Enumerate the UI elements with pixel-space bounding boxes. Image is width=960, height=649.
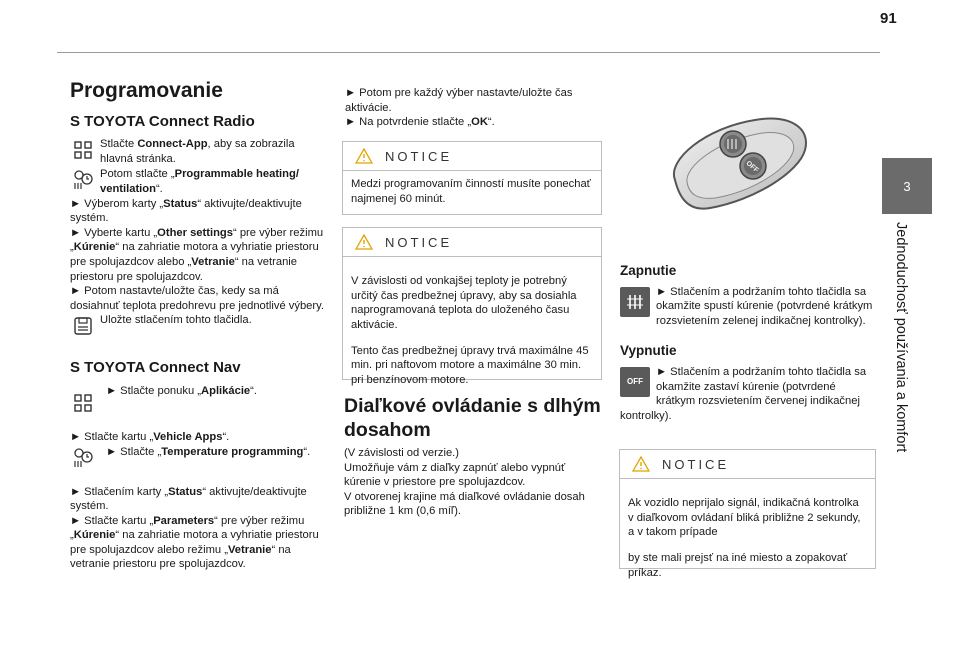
notice-title: NOTICE	[385, 234, 453, 250]
notice-text-1: V závislosti od vonkajšej teploty je potrebný určitý čas predbežnej úpravy, aby sa dosiahla naprogramovaná teplota do uloženého času aktivácie.	[351, 275, 577, 331]
notice-header	[620, 450, 875, 479]
left-column	[70, 79, 326, 572]
remote-section	[344, 394, 602, 519]
nav-para-1: ► Stlačte kartu „Vehicle Apps“.	[70, 430, 230, 443]
apps-grid-icon	[70, 137, 96, 163]
notice-header	[343, 228, 601, 257]
notice-text-2: by ste mali prejsť na iné miesto a zopakovať príkaz.	[628, 552, 848, 579]
notice-box-1	[342, 141, 602, 215]
nav-step-1	[70, 384, 326, 416]
chapter-number: 3	[903, 178, 911, 194]
chapter-tab	[882, 158, 932, 214]
radio-step-2	[70, 167, 326, 196]
notice-box-2	[342, 227, 602, 386]
notice-text-1: Ak vozidlo neprijalo signál, indikačná kontrolka v diaľkovom ovládaní bliká približne 2 sekundy, a v takom prípade	[628, 497, 861, 539]
notice-header	[343, 142, 601, 171]
warning-icon	[355, 148, 373, 164]
middle-para-1: ► Potom pre každý výber nastavte/uložte čas aktivácie.	[345, 87, 573, 114]
radio-para-3: ► Potom nastavte/uložte čas, kedy sa má dosiahnuť teplota predohrevu pre jednotlivé výbery.	[70, 285, 325, 312]
remote-title: Diaľkové ovládanie s dlhým dosahom	[344, 395, 601, 441]
nav-step-2	[70, 445, 326, 471]
radio-para-2: ► Vyberte kartu „Other settings“ pre výber režimu „Kúrenie“ na zahriatie motora a vyhriatie priestoru pre spolujazdcov alebo „Vetranie“ na vetranie priestoru pre spolujazdcov.	[70, 226, 324, 283]
on-text: ► Stlačením a podržaním tohto tlačidla sa okamžite spustí kúrenie (potvrdené krátkym rozsvietením zelenej indikačnej kontrolky).	[656, 285, 873, 327]
section-title: Programovanie	[70, 79, 223, 102]
radio-heading: S TOYOTA Connect Radio	[70, 112, 255, 130]
notice-box-3	[619, 449, 876, 579]
remote-off-label: OFF	[744, 159, 760, 175]
remote-control-image	[665, 108, 815, 218]
radio-save-text: Uložte stlačením tohto tlačidla.	[100, 314, 252, 327]
radio-save	[70, 313, 326, 339]
middle-top-text	[345, 86, 595, 130]
save-icon	[70, 313, 96, 339]
off-button-icon	[620, 367, 650, 397]
middle-para-2: ► Na potvrdenie stlačte „OK“.	[345, 116, 495, 129]
radio-step-1-text: Stlačte Connect-App, aby sa zobrazila hlavná stránka.	[100, 138, 295, 165]
warning-icon	[632, 456, 650, 472]
off-block	[620, 365, 875, 423]
notice-title: NOTICE	[662, 456, 730, 472]
nav-step-2-text: ► Stlačte „Temperature programming“.	[106, 445, 311, 458]
remote-para-1: (V závislosti od verzie.)	[344, 447, 460, 459]
apps-grid-icon	[70, 390, 96, 416]
heating-timer-icon	[70, 445, 96, 471]
remote-fob-icon	[665, 108, 815, 218]
notice-title: NOTICE	[385, 148, 453, 164]
chapter-title: Jednoduchosť používania a komfort	[893, 222, 909, 453]
notice-text	[343, 257, 601, 407]
radio-para-1: ► Výberom karty „Status“ aktivujte/deaktivujte systém.	[70, 197, 302, 225]
page-number: 91	[880, 10, 897, 27]
on-heading: Zapnutie	[620, 263, 677, 278]
heating-button-icon	[620, 287, 650, 317]
nav-para-2: ► Stlačením karty „Status“ aktivujte/deaktivujte systém.	[70, 485, 307, 513]
heating-timer-icon	[70, 167, 96, 193]
radio-step-1	[70, 137, 326, 166]
nav-heading: S TOYOTA Connect Nav	[70, 359, 241, 377]
notice-text-2: Tento čas predbežnej úpravy trvá maximálne 45 min. pri naftovom motore a maximálne 30 min. pri benzínovom motore.	[351, 344, 589, 386]
remote-para-2: Umožňuje vám z diaľky zapnúť alebo vypnúť kúrenie v priestore pre spolujazdcov.	[344, 461, 566, 489]
off-button-label: OFF	[627, 376, 643, 386]
notice-text	[620, 479, 875, 600]
header-rule	[57, 52, 880, 53]
nav-para-3: ► Stlačte kartu „Parameters“ pre výber režimu „Kúrenie“ na zahriatie motora a vyhriatie priestoru pre spolujazdcov alebo režimu „Vetranie“ na vetranie priestoru pre spolujazdcov.	[70, 514, 319, 571]
nav-step-1-text: ► Stlačte ponuku „Aplikácie“.	[106, 384, 258, 397]
radio-step-2-text: Potom stlačte „Programmable heating/ ventilation“.	[100, 168, 299, 195]
off-text: ► Stlačením a podržaním tohto tlačidla sa okamžite zastaví kúrenie (potvrdené krátkym rozsvietením červenej indikačnej kontrolky).	[620, 365, 867, 422]
notice-text: Medzi programovaním činností musíte ponechať najmenej 60 minút.	[351, 178, 591, 205]
right-column	[620, 264, 875, 423]
off-heading: Vypnutie	[620, 343, 677, 359]
on-block	[620, 285, 875, 329]
remote-para-3: V otvorenej krajine má diaľkové ovládanie dosah približne 1 km (0,6 míľ).	[344, 490, 585, 518]
warning-icon	[355, 234, 373, 250]
